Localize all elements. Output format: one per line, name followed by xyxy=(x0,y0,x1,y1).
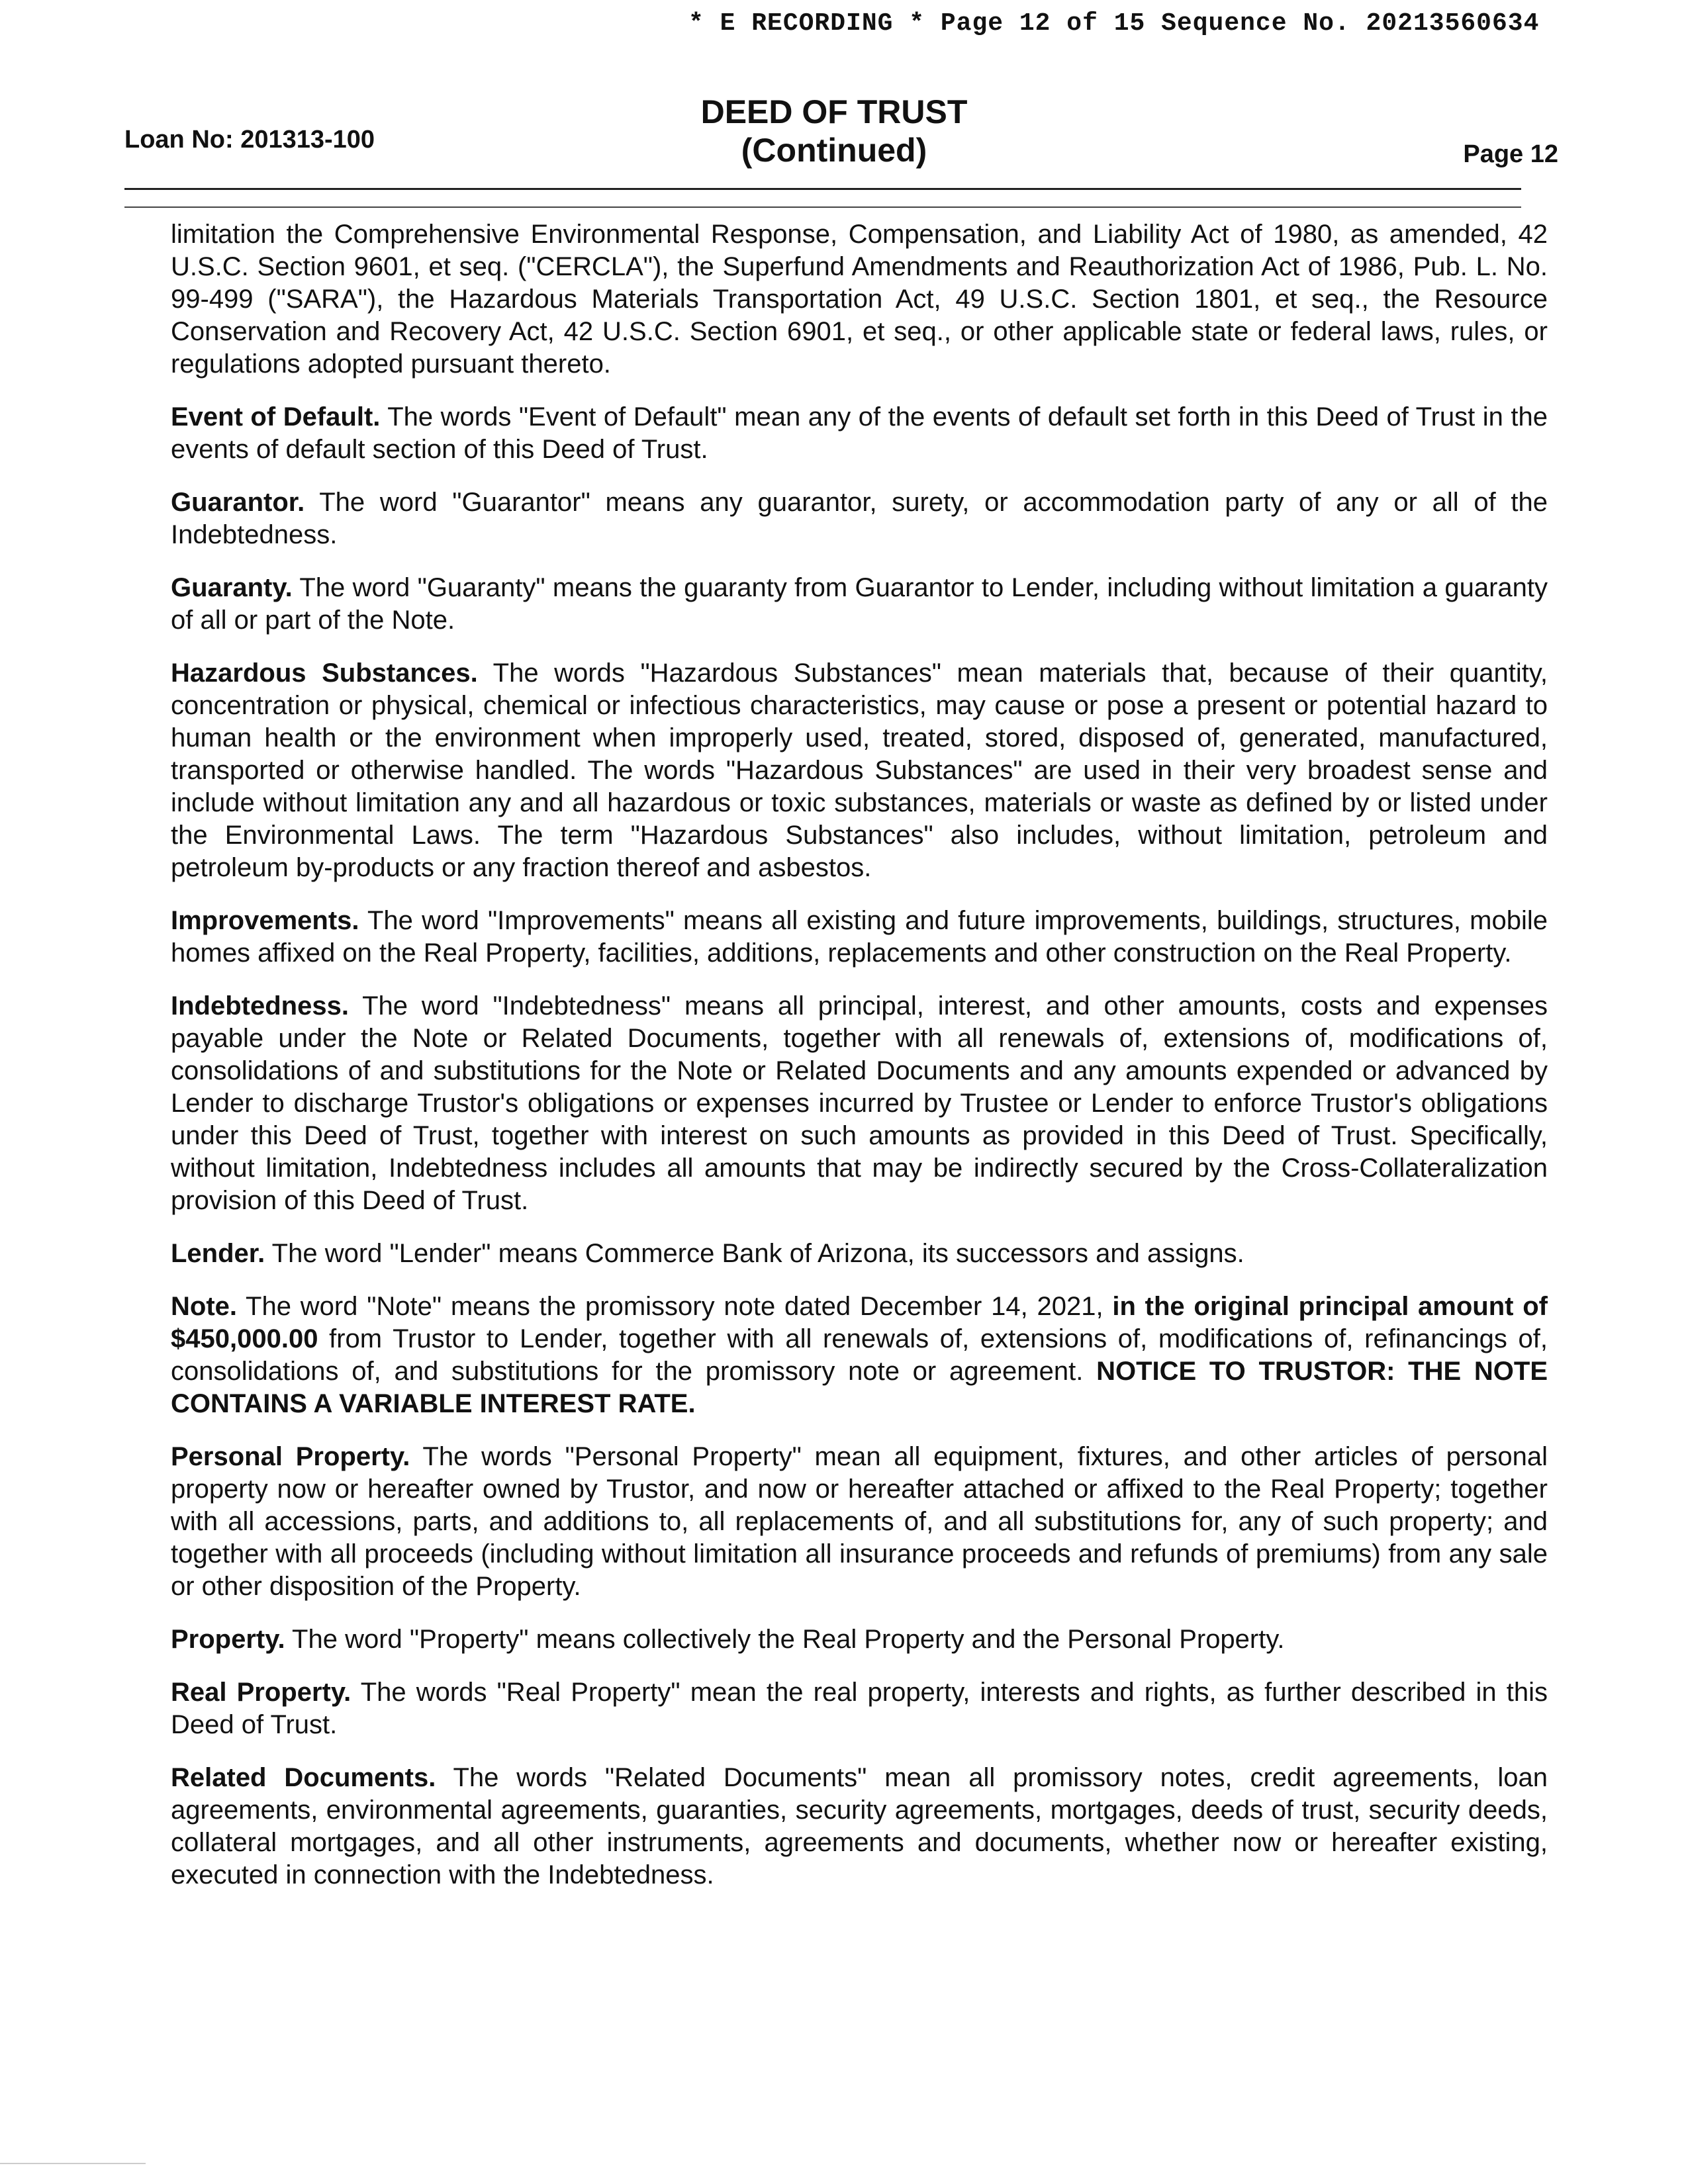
title-line: DEED OF TRUST xyxy=(700,93,968,130)
paragraph-text: The word "Guaranty" means the guaranty from Guarantor to Lender, including without limitation a guaranty of all or part of the Note. xyxy=(171,573,1548,635)
definition-paragraph xyxy=(171,1676,1548,1741)
paragraph-text: The words "Personal Property" mean all equipment, fixtures, and other articles of personal property now or hereafter owned by Trustor, and now or hereafter attached or affixed to the Real Property; together with all accessions, parts, and additions to, all replacements of, and all substitutions for, any of such property; and together with all proceeds (including without limitation all insurance proceeds and refunds of premiums) from any sale or other disposition of the Property. xyxy=(171,1442,1548,1601)
paragraph-text: The word "Note" means the promissory note dated December 14, 2021, xyxy=(246,1292,1103,1321)
definition-term: Personal Property. xyxy=(171,1442,410,1471)
definition-term: Lender. xyxy=(171,1239,265,1268)
document-title xyxy=(596,93,1072,169)
paragraph-text: The word "Property" means collectively the Real Property and the Personal Property. xyxy=(292,1625,1285,1654)
definition-term: Hazardous Substances. xyxy=(171,659,478,688)
definition-term: Note. xyxy=(171,1292,237,1321)
definition-paragraph xyxy=(171,905,1548,970)
definition-paragraph xyxy=(171,657,1548,884)
paragraph-text: The word "Guarantor" means any guarantor, surety, or accommodation party of any or all of the Indebtedness. xyxy=(171,488,1548,549)
paragraph-text: from Trustor to Lender, together with all renewals of, extensions of, modifications of, refinancings of, consolidations of, and substitutions for the promissory note or agreement. xyxy=(171,1324,1548,1386)
definition-term: Indebtedness. xyxy=(171,991,349,1021)
header-divider-secondary xyxy=(124,206,1521,208)
paragraph-text: The word "Lender" means Commerce Bank of Arizona, its successors and assigns. xyxy=(271,1239,1244,1268)
variable-rate-notice: NOTICE TO TRUSTOR: THE NOTE CONTAINS A VARIABLE INTEREST RATE. xyxy=(171,1357,1548,1418)
definition-term: Event of Default. xyxy=(171,402,381,432)
definition-term: Related Documents. xyxy=(171,1763,436,1792)
definition-paragraph xyxy=(171,218,1548,381)
paragraph-text: The word "Improvements" means all existing and future improvements, buildings, structures, mobile homes affixed on the Real Property, facilities, additions, replacements and other construction on the Real Property. xyxy=(171,906,1548,968)
header-divider xyxy=(124,188,1521,190)
recording-stamp: * E RECORDING * Page 12 of 15 Sequence No. 20213560634 xyxy=(688,9,1540,38)
definition-paragraph xyxy=(171,1623,1548,1656)
definition-term: Guaranty. xyxy=(171,573,293,602)
definition-paragraph xyxy=(171,572,1548,637)
definition-paragraph xyxy=(171,401,1548,466)
paragraph-text: limitation the Comprehensive Environmental Response, Compensation, and Liability Act of 1980, as amended, 42 U.S.C. Section 9601, et seq. ("CERCLA"), the Superfund Amendments and Reauthorization Act of 1986, Pub. L. No. 99-499 ("SARA"), the Hazardous Materials Transportation Act, 49 U.S.C. Section 1801, et seq., the Resource Conservation and Recovery Act, 42 U.S.C. Section 6901, et seq., or other applicable state or federal laws, rules, or regulations adopted pursuant thereto. xyxy=(171,220,1548,379)
definition-paragraph xyxy=(171,1238,1548,1270)
paragraph-text: The words "Hazardous Substances" mean materials that, because of their quantity, concentration or physical, chemical or infectious characteristics, may cause or pose a present or potential hazard to human health or the environment when improperly used, treated, stored, disposed of, generated, manufactured, transported or otherwise handled. The words "Hazardous Substances" are used in their very broadest sense and include without limitation any and all hazardous or toxic substances, materials or waste as defined by or listed under the Environmental Laws. The term "Hazardous Substances" also includes, without limitation, petroleum and petroleum by-products or any fraction thereof and asbestos. xyxy=(171,659,1548,882)
subtitle-line: (Continued) xyxy=(741,132,927,169)
paragraph-text: The words "Related Documents" mean all promissory notes, credit agreements, loan agreements, environmental agreements, guaranties, security agreements, mortgages, deeds of trust, security deeds, collateral mortgages, and all other instruments, agreements and documents, whether now or hereafter existing, executed in connection with the Indebtedness. xyxy=(171,1763,1548,1889)
loan-number: Loan No: 201313-100 xyxy=(124,126,375,154)
definition-paragraph xyxy=(171,990,1548,1217)
definition-term: Real Property. xyxy=(171,1678,352,1707)
definition-paragraph xyxy=(171,1441,1548,1603)
principal-amount: in the original principal amount of $450,000.00 xyxy=(171,1292,1548,1353)
scan-artifact xyxy=(0,2163,146,2164)
definition-term: Improvements. xyxy=(171,906,359,935)
definition-paragraph xyxy=(171,486,1548,551)
definition-paragraph xyxy=(171,1762,1548,1891)
definition-term: Guarantor. xyxy=(171,488,305,517)
paragraph-text: The word "Indebtedness" means all principal, interest, and other amounts, costs and expenses payable under the Note or Related Documents, together with all renewals of, extensions of, modifications of, consolidations of and substitutions for the Note or Related Documents and any amounts expended or advanced by Lender to discharge Trustor's obligations or expenses incurred by Trustee or Lender to enforce Trustor's obligations under this Deed of Trust, together with interest on such amounts as provided in this Deed of Trust. Specifically, without limitation, Indebtedness includes all amounts that may be indirectly secured by the Cross-Collateralization provision of this Deed of Trust. xyxy=(171,991,1548,1215)
document-body xyxy=(171,218,1548,1912)
paragraph-text: The words "Real Property" mean the real property, interests and rights, as further described in this Deed of Trust. xyxy=(171,1678,1548,1739)
page-number: Page 12 xyxy=(1463,140,1558,168)
paragraph-text: The words "Event of Default" mean any of the events of default set forth in this Deed of Trust in the events of default section of this Deed of Trust. xyxy=(171,402,1548,464)
note-paragraph xyxy=(171,1291,1548,1420)
definition-term: Property. xyxy=(171,1625,285,1654)
